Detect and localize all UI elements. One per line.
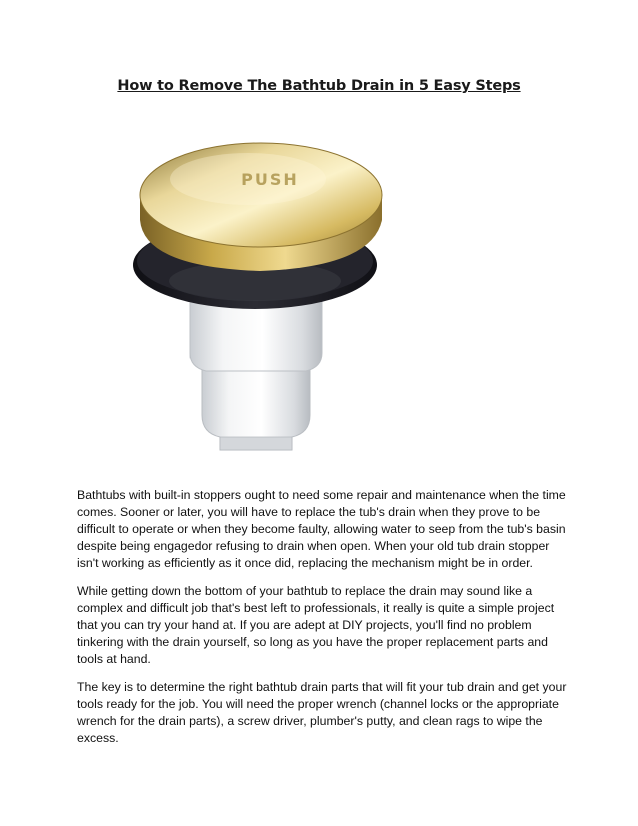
drain-stopper-image [120, 115, 520, 475]
document-body [77, 487, 567, 758]
brass-cap [140, 143, 382, 271]
paragraph: The key is to determine the right bathtub drain parts that will fit your tub drain and get your tools ready for the job. You will need the proper wrench (channel locks or the appropriate wrench for the drain parts), a screw driver, plumber's putty, and clean rags to wipe the excess. [77, 680, 567, 745]
paragraph: Bathtubs with built-in stoppers ought to need some repair and maintenance when the time comes. Sooner or later, you will have to replace the tub's drain when they prove to be difficult to operate or when they become faulty, allowing water to seep from the tub's basin despite being engagedor refusing to drain when open. When your old tub drain stopper isn't working as efficiently as it once did, replacing the mechanism might be in order. [77, 488, 566, 570]
paragraph: While getting down the bottom of your bathtub to replace the drain may sound like a complex and difficult job that's best left to professionals, it really is quite a simple project that you can try your hand at. If you are adept at DIY projects, you'll find no problem tinkering with the drain yourself, so long as you have the proper replacement parts and tools at hand. [77, 584, 555, 666]
cap-push-text: PUSH [241, 170, 299, 189]
document-title: How to Remove The Bathtub Drain in 5 Easy Steps [117, 78, 521, 94]
